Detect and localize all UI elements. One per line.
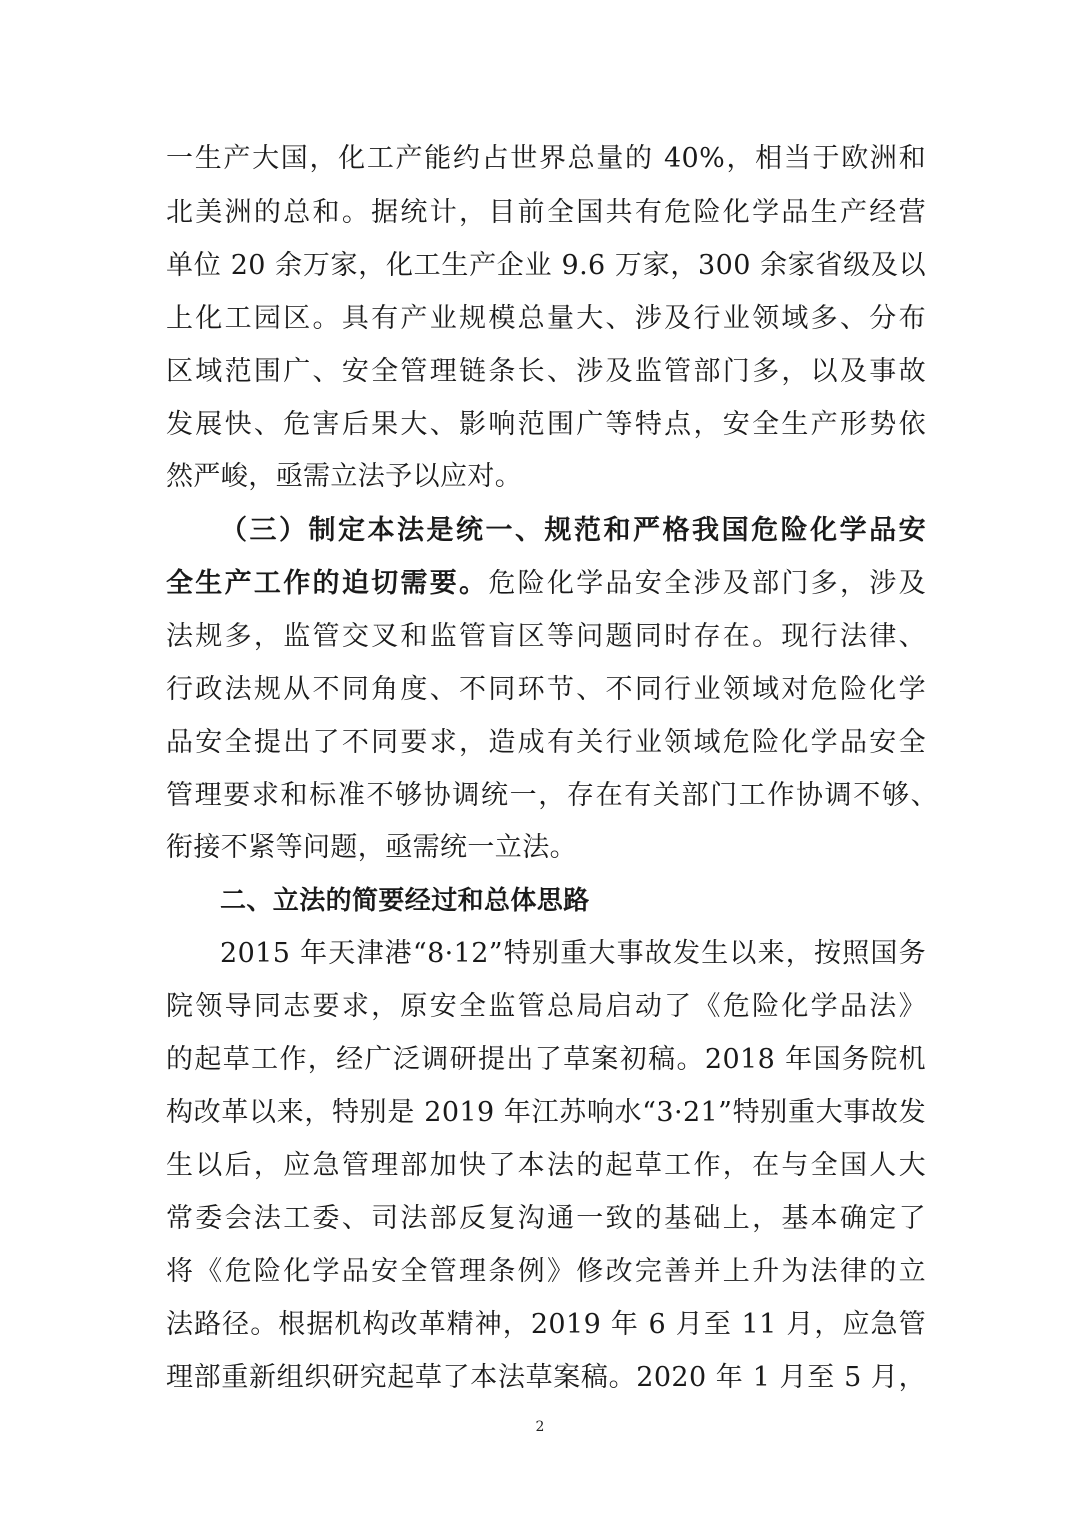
body-text-line: 将《危险化学品安全管理条例》修改完善并上升为法律的立 (166, 1256, 926, 1287)
body-text-line: 院领导同志要求，原安全监管总局启动了《危险化学品法》 (166, 991, 926, 1022)
body-text-line: 法路径。根据机构改革精神，2019 年 6 月至 11 月，应急管 (166, 1309, 926, 1340)
body-text-line: 构改革以来，特别是 2019 年江苏响水“3·21”特别重大事故发 (166, 1097, 926, 1128)
body-text-line: 上化工园区。具有产业规模总量大、涉及行业领域多、分布 (166, 303, 926, 334)
body-text-line: 行政法规从不同角度、不同环节、不同行业领域对危险化学 (166, 674, 926, 705)
body-text-line: 一生产大国，化工产能约占世界总量的 40%，相当于欧洲和 (166, 143, 926, 174)
body-text-line: 品安全提出了不同要求，造成有关行业领域危险化学品安全 (166, 727, 926, 758)
body-text-line: 北美洲的总和。据统计，目前全国共有危险化学品生产经营 (166, 197, 926, 228)
body-text-line: 理部重新组织研究起草了本法草案稿。2020 年 1 月至 5 月， (166, 1362, 926, 1393)
body-text-line: 2015 年天津港“8·12”特别重大事故发生以来，按照国务 (220, 938, 926, 969)
body-text-line: 法规多，监管交叉和监管盲区等问题同时存在。现行法律、 (166, 621, 926, 652)
body-text-line: 生以后，应急管理部加快了本法的起草工作，在与全国人大 (166, 1150, 926, 1181)
section-three-body-start: 危险化学品安全涉及部门多，涉及 (488, 568, 926, 599)
section-three-heading-line1: （三）制定本法是统一、规范和严格我国危险化学品安 (220, 515, 926, 546)
body-text-line: 然严峻，亟需立法予以应对。 (166, 461, 523, 492)
body-text-line: 管理要求和标准不够协调统一，存在有关部门工作协调不够、 (166, 780, 938, 811)
body-text-line: 发展快、危害后果大、影响范围广等特点，安全生产形势依 (166, 409, 926, 440)
body-text-line: 的起草工作，经广泛调研提出了草案初稿。2018 年国务院机 (166, 1044, 926, 1075)
body-text-line: 常委会法工委、司法部反复沟通一致的基础上，基本确定了 (166, 1203, 926, 1234)
section-three-line (166, 567, 926, 601)
body-text-line: 单位 20 余万家，化工生产企业 9.6 万家，300 余家省级及以 (166, 250, 926, 281)
section-two-heading: 二、立法的简要经过和总体思路 (220, 886, 590, 916)
body-text-line: 衔接不紧等问题，亟需统一立法。 (166, 832, 577, 863)
page-number: 2 (535, 1419, 545, 1435)
body-text-line: 区域范围广、安全管理链条长、涉及监管部门多，以及事故 (166, 356, 926, 387)
section-three-heading-line2: 全生产工作的迫切需要。 (166, 568, 489, 599)
